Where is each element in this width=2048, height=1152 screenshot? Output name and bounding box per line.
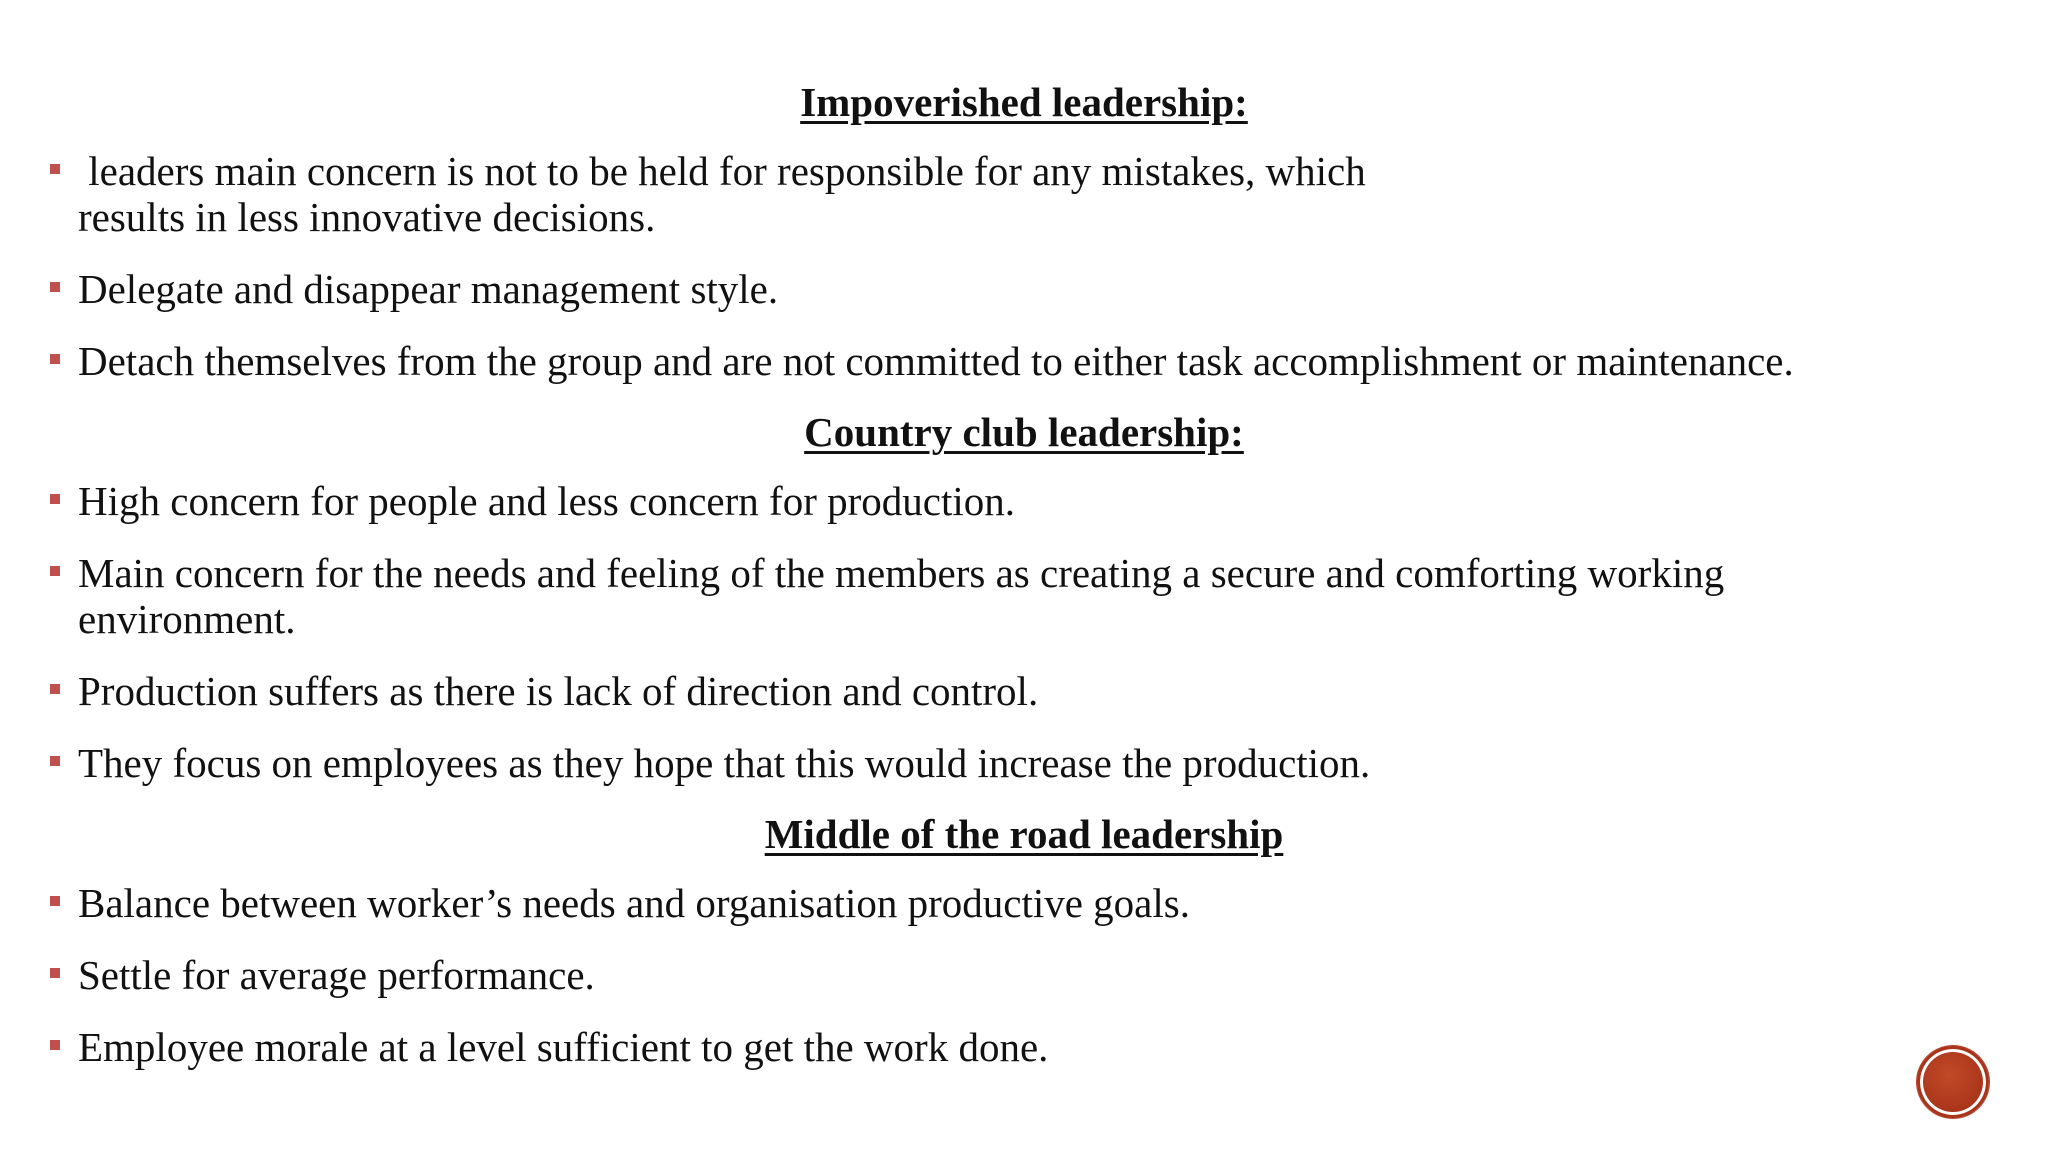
bullet-marker-icon [50,896,60,906]
bullet-item [0,338,2048,384]
slide-content [0,78,2048,1070]
bullet-marker-icon [50,968,60,978]
bullet-item [0,148,2048,240]
bullet-text: They focus on employees as they hope that this would increase the production. [78,740,1371,786]
bullet-text: Settle for average performance. [78,952,595,998]
bullet-item [0,478,2048,524]
bullet-text: Detach themselves from the group and are not committed to either task accomplishment or maintenance. [78,338,1794,384]
next-slide-circle-icon[interactable] [1917,1046,1989,1118]
bullet-marker-icon [50,684,60,694]
bullet-marker-icon [50,566,60,576]
bullet-list-middle-of-the-road [0,880,2048,1070]
section-heading-impoverished: Impoverished leadership: [800,79,1248,125]
bullet-marker-icon [50,164,60,174]
bullet-marker-icon [50,756,60,766]
bullet-text: Production suffers as there is lack of direction and control. [78,668,1039,714]
bullet-text: High concern for people and less concern for production. [78,478,1015,524]
section-heading-middle-of-the-road: Middle of the road leadership [764,811,1284,857]
bullet-item [0,740,2048,786]
bullet-text: Employee morale at a level sufficient to get the work done. [78,1024,1049,1070]
bullet-marker-icon [50,354,60,364]
bullet-text: Main concern for the needs and feeling of the members as creating a secure and comforting working environment. [78,550,1725,642]
bullet-list-country-club [0,478,2048,786]
bullet-item [0,952,2048,998]
bullet-marker-icon [50,1040,60,1050]
bullet-list-impoverished [0,148,2048,384]
bullet-text: Delegate and disappear management style. [78,266,779,312]
bullet-item [0,880,2048,926]
bullet-marker-icon [50,494,60,504]
section-heading-country-club: Country club leadership: [804,409,1244,455]
bullet-item [0,550,2048,642]
bullet-text: Balance between worker’s needs and organisation productive goals. [78,880,1190,926]
bullet-item [0,1024,2048,1070]
bullet-text: leaders main concern is not to be held for responsible for any mistakes, which results in less innovative decisions. [78,148,1376,240]
bullet-marker-icon [50,282,60,292]
bullet-item [0,668,2048,714]
bullet-item [0,266,2048,312]
